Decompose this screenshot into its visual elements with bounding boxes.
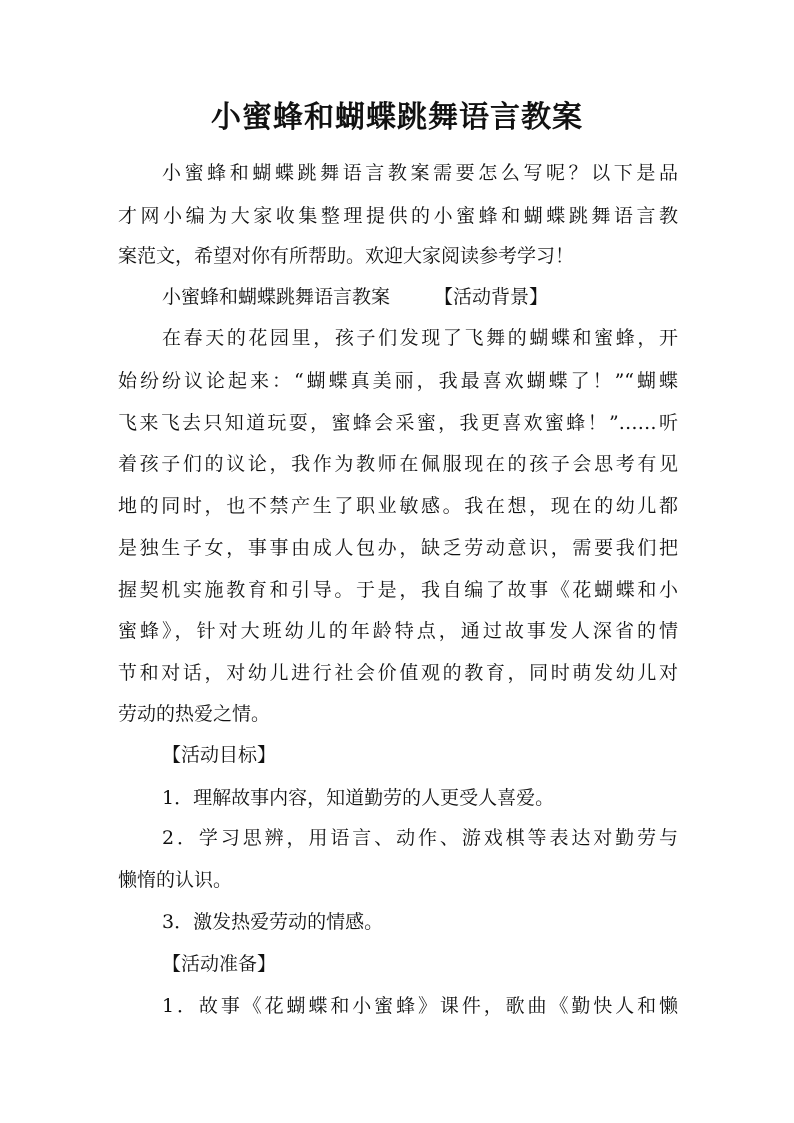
document-title: 小蜜蜂和蝴蝶跳舞语言教案 <box>211 100 583 135</box>
subheading <box>162 281 548 313</box>
section-heading-background: 【活动背景】 <box>434 286 549 308</box>
prep-item-1: 1．故事《花蝴蝶和小蜜蜂》课件，歌曲《勤快人和懒 <box>162 995 678 1017</box>
goal-item-1: 1．理解故事内容，知道勤劳的人更受人喜爱。 <box>162 787 555 809</box>
background-line-2: 始纷纷议论起来：“蝴蝶真美丽，我最喜欢蝴蝶了！”“蝴蝶 <box>118 370 678 392</box>
background-line-9: 节和对话，对幼儿进行社会价值观的教育，同时萌发幼儿对 <box>118 662 678 684</box>
intro-line-1: 小蜜蜂和蝴蝶跳舞语言教案需要怎么写呢？以下是品 <box>162 162 678 184</box>
background-line-8: 蜜蜂》，针对大班幼儿的年龄特点，通过故事发人深省的情 <box>118 620 678 642</box>
section-heading-preparation: 【活动准备】 <box>162 953 277 975</box>
goal-item-3: 3．激发热爱劳动的情感。 <box>162 911 384 933</box>
goal-item-2-line-2: 懒惰的认识。 <box>118 869 233 891</box>
intro-line-2: 才网小编为大家收集整理提供的小蜜蜂和蝴蝶跳舞语言教 <box>118 205 678 227</box>
background-line-1: 在春天的花园里，孩子们发现了飞舞的蝴蝶和蜜蜂，开 <box>162 327 678 349</box>
intro-line-3: 案范文，希望对你有所帮助。欢迎大家阅读参考学习！ <box>118 245 575 267</box>
section-heading-goals: 【活动目标】 <box>162 744 277 766</box>
background-line-4: 着孩子们的议论，我作为教师在佩服现在的孩子会思考有见 <box>118 453 678 475</box>
background-line-6: 是独生子女，事事由成人包办，缺乏劳动意识，需要我们把 <box>118 537 678 559</box>
goal-item-2-line-1: 2．学习思辨，用语言、动作、游戏棋等表达对勤劳与 <box>162 827 678 849</box>
background-line-3: 飞来飞去只知道玩耍，蜜蜂会采蜜，我更喜欢蜜蜂！”……听 <box>118 412 678 434</box>
background-line-10: 劳动的热爱之情。 <box>118 703 271 725</box>
background-line-7: 握契机实施教育和引导。于是，我自编了故事《花蝴蝶和小 <box>118 579 678 601</box>
background-line-5: 地的同时，也不禁产生了职业敏感。我在想，现在的幼儿都 <box>118 495 678 517</box>
subheading-title: 小蜜蜂和蝴蝶跳舞语言教案 <box>162 286 391 308</box>
